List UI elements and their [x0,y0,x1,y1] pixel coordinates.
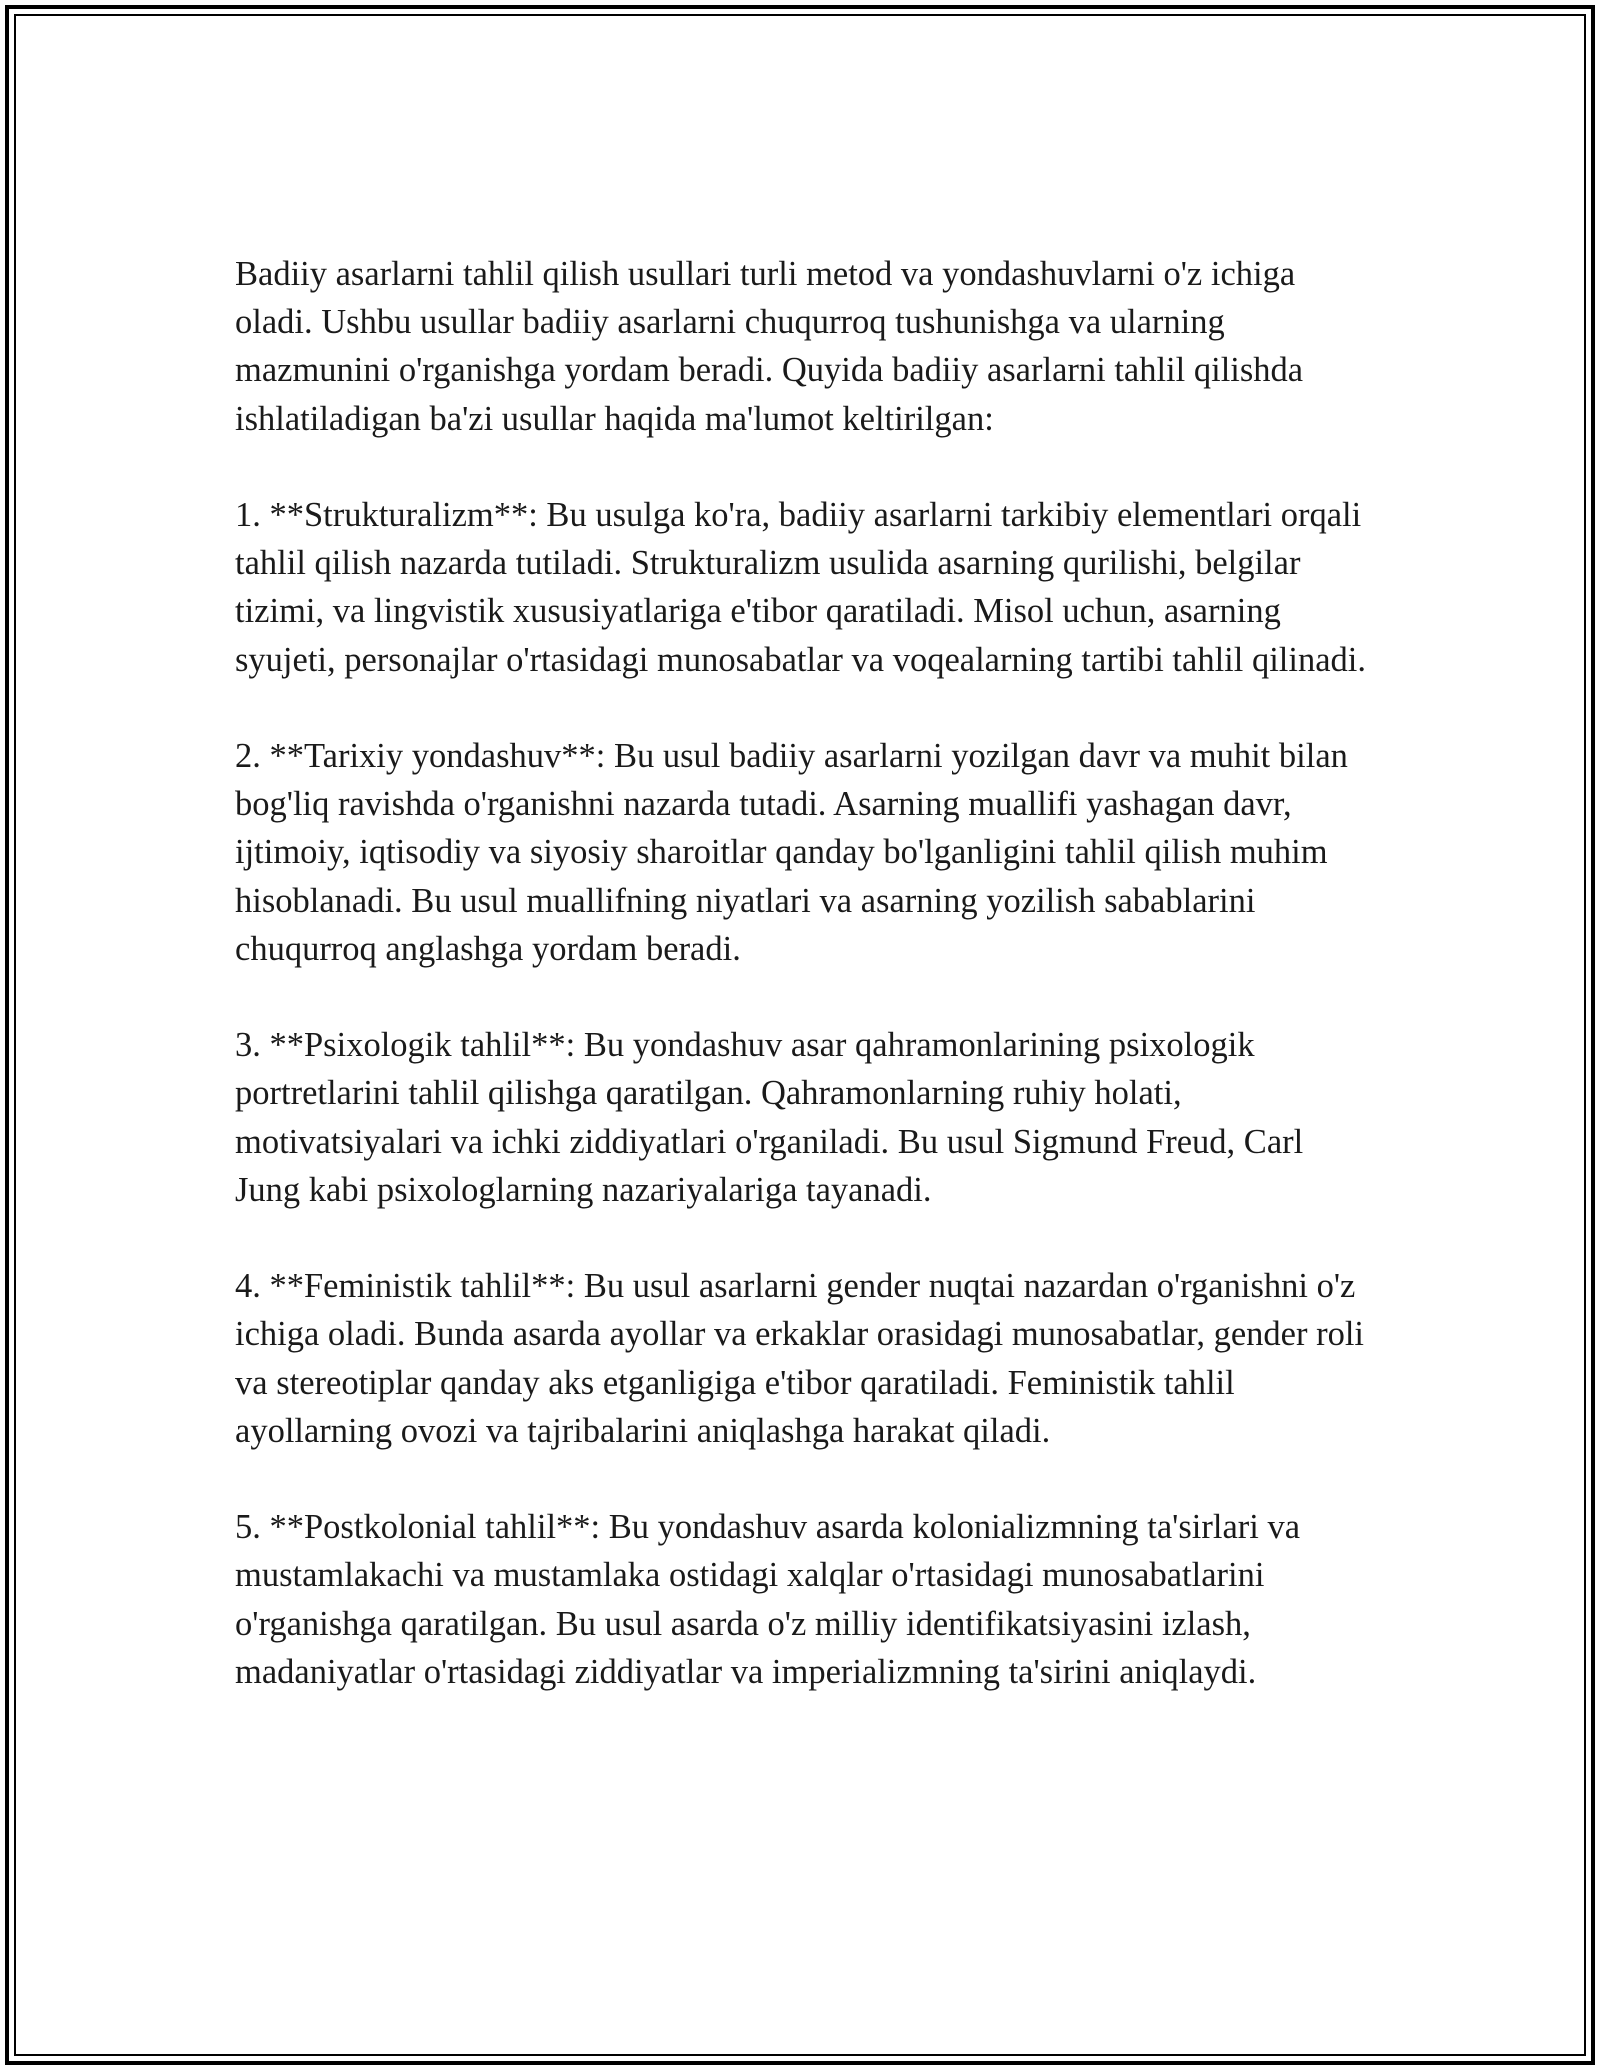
item-strukturalizm: 1. **Strukturalizm**: Bu usulga ko'ra, badiiy asarlarni tarkibiy elementlari orqali tahlil qilish nazarda tutiladi. Strukturalizm usulida asarning qurilishi, belgilar tizimi, va lingvistik xususiyatlariga e'tibor qaratiladi. Misol uchun, asarning syujeti, personajlar o'rtasidagi munosabatlar va voqealarning tartibi tahlil qilinadi. [235,496,1366,679]
item-tarixiy-yondashuv: 2. **Tarixiy yondashuv**: Bu usul badiiy asarlarni yozilgan davr va muhit bilan bog'liq ravishda o'rganishni nazarda tutadi. Asarning muallifi yashagan davr, ijtimoiy, iqtisodiy va siyosiy sharoitlar qanday bo'lganligini tahlil qilish muhim hisoblanadi. Bu usul muallifning niyatlari va asarning yozilish sabablarini chuqurroq anglashga yordam beradi. [235,737,1348,968]
intro-paragraph: Badiiy asarlarni tahlil qilish usullari turli metod va yondashuvlarni o'z ichiga oladi. Ushbu usullar badiiy asarlarni chuqurroq tushunishga va ularning mazmunini o'rganishga yordam beradi. Quyida badiiy asarlarni tahlil qilishda ishlatiladigan ba'zi usullar haqida ma'lumot keltirilgan: [235,255,1304,438]
item-feministik-tahlil: 4. **Feministik tahlil**: Bu usul asarlarni gender nuqtai nazardan o'rganishni o'z ichiga oladi. Bunda asarda ayollar va erkaklar orasidagi munosabatlar, gender roli va stereotiplar qanday aks etganligiga e'tibor qaratiladi. Feministik tahlil ayollarning ovozi va tajribalarini aniqlashga harakat qiladi. [235,1267,1365,1450]
item-psixologik-tahlil: 3. **Psixologik tahlil**: Bu yondashuv asar qahramonlarining psixologik portretlarini tahlil qilishga qaratilgan. Qahramonlarning ruhiy holati, motivatsiyalari va ichki ziddiyatlari o'rganiladi. Bu usul Sigmund Freud, Carl Jung kabi psixologlarning nazariyalariga tayanadi. [235,1026,1304,1209]
document-body [235,250,1375,1696]
item-postkolonial-tahlil: 5. **Postkolonial tahlil**: Bu yondashuv asarda kolonializmning ta'sirlari va mustamlakachi va mustamlaka ostidagi xalqlar o'rtasidagi munosabatlarini o'rganishga qaratilgan. Bu usul asarda o'z milliy identifikatsiyasini izlash, madaniyatlar o'rtasidagi ziddiyatlar va imperializmning ta'sirini aniqlaydi. [235,1508,1301,1691]
